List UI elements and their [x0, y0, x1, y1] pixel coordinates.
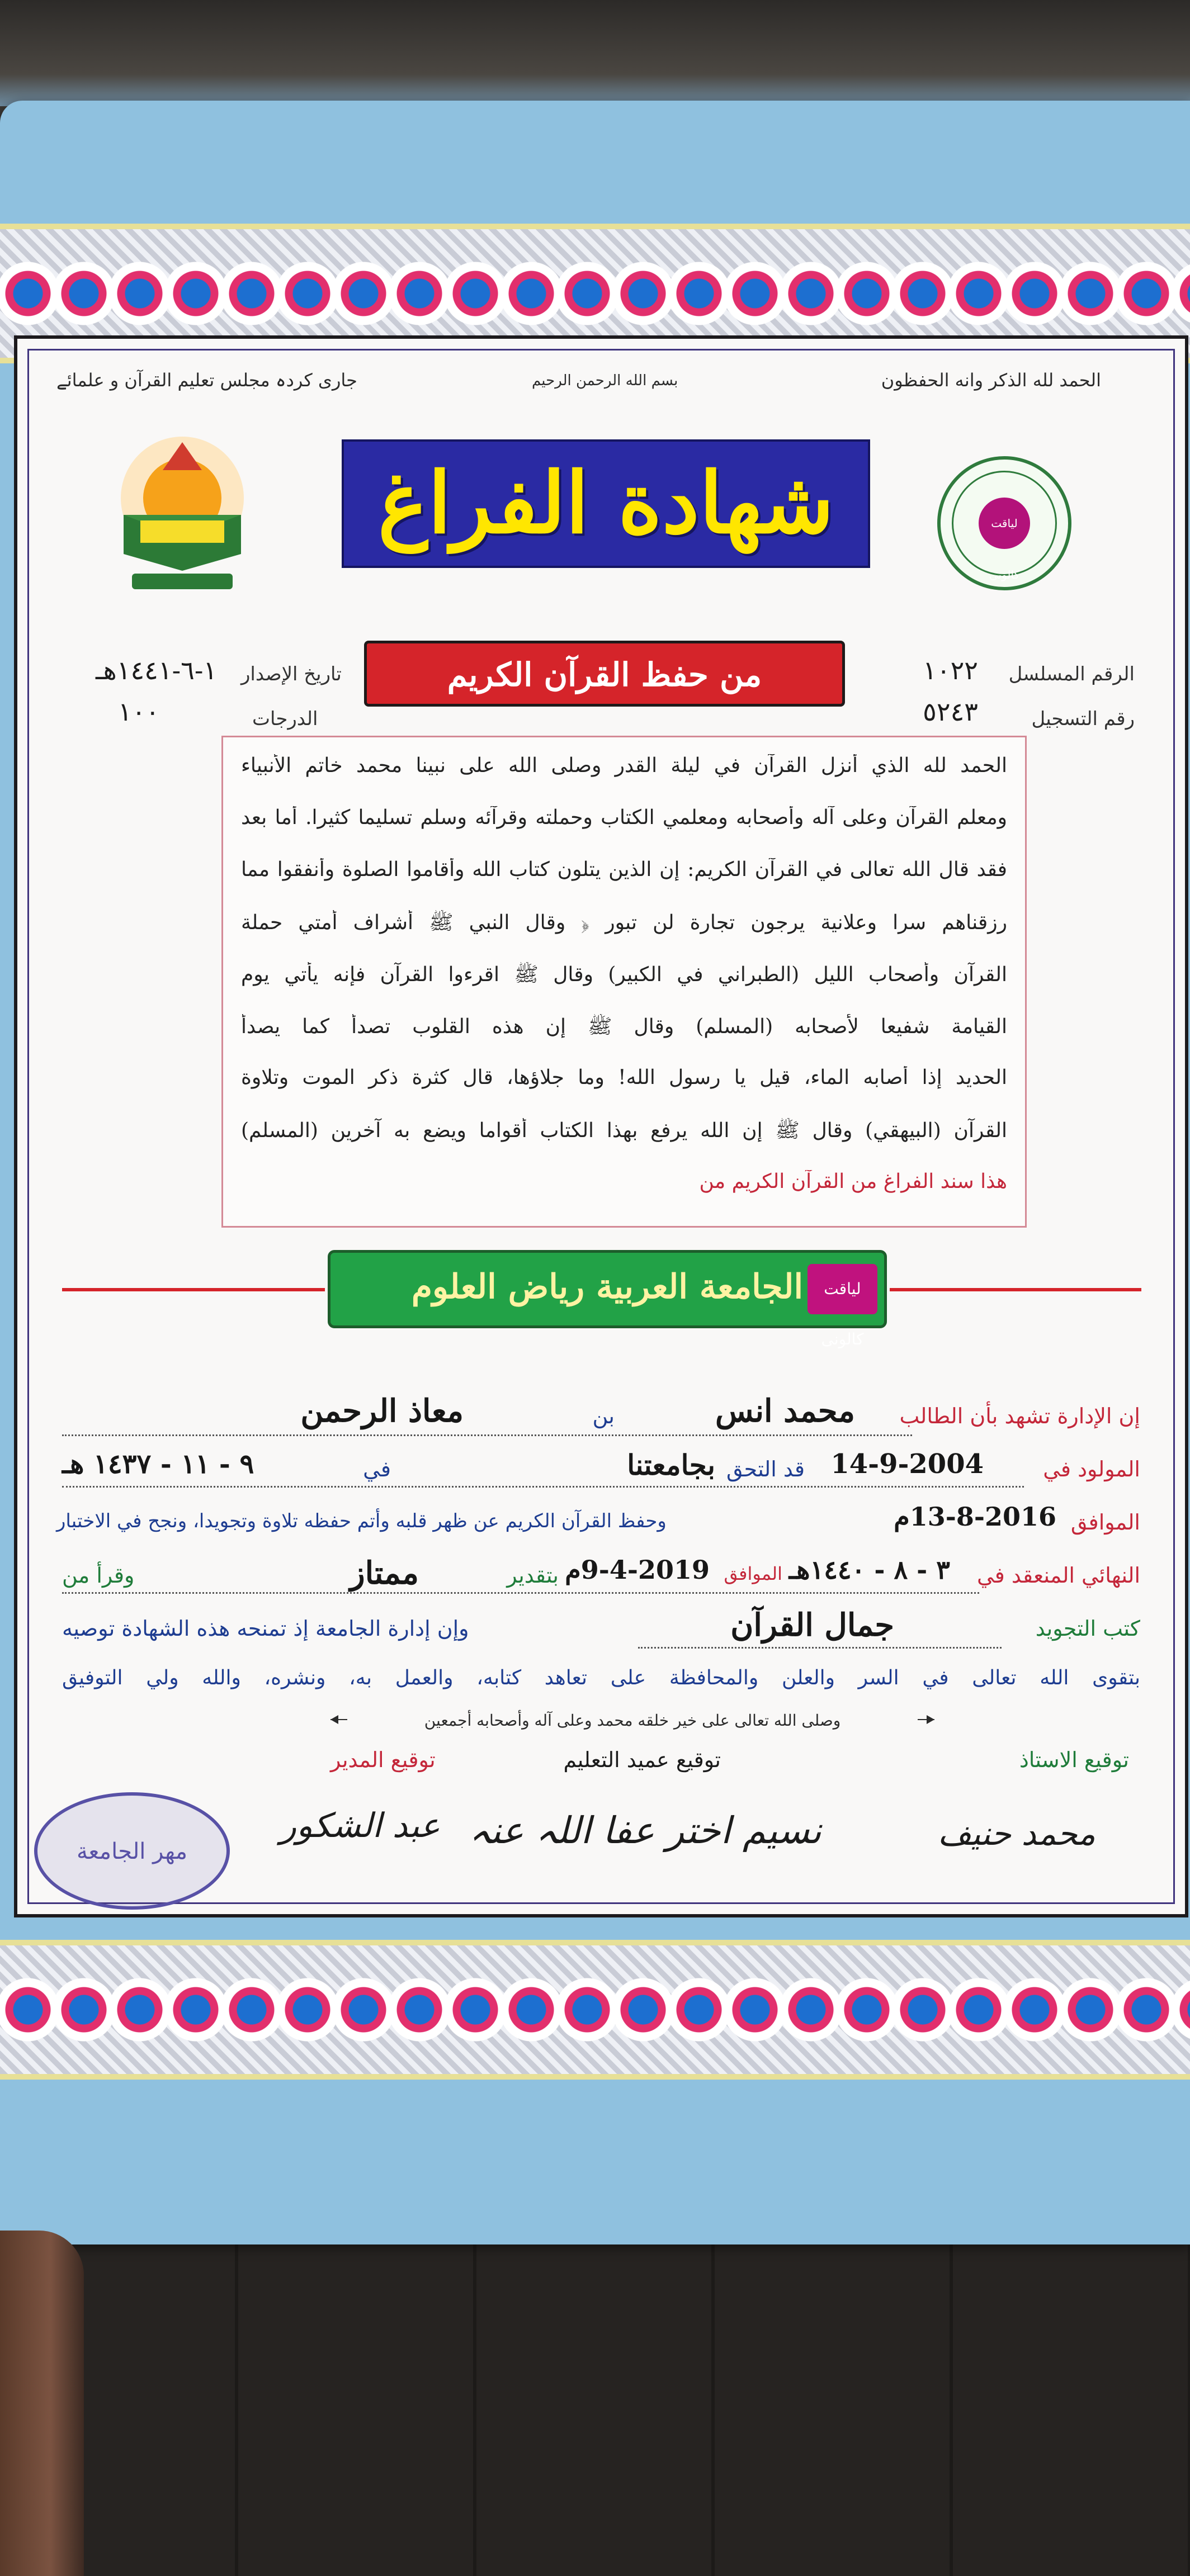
corresponding-label: الموافق [1070, 1510, 1140, 1535]
dotted-line-1 [62, 1434, 912, 1436]
issue-date-label: تاريخ الإصدار [241, 663, 342, 685]
admin-text: وإن إدارة الجامعة إذ تمنحه هذه الشهادة توصيه [62, 1616, 469, 1641]
teacher-signature: محمد حنیف [938, 1815, 1095, 1853]
advice-text: بتقوى الله تعالى في السر والعلن والمحافظة على تعاهد كتابه، والعمل به، ونشره، والله ولي التوفيق [62, 1666, 1140, 1689]
memorization-text: وحفظ القرآن الكريم عن ظهر قلبه وأتم حفظه تلاوة وتجويدا، ونجح في الاختبار [56, 1510, 667, 1532]
banner-rule-left [62, 1288, 325, 1291]
exam-date-hijri: ٣ - ٨ - ١٤٤٠هـ [788, 1555, 950, 1585]
witness-intro: إن الإدارة تشهد بأن الطالب [899, 1404, 1140, 1428]
dotted-line-5 [638, 1647, 1002, 1649]
intro-line-5: القرآن وأصحاب الليل (الطبراني في الكبير) وقال ﷺ اقرءوا القرآن فإنه يأتي يوم [241, 963, 1007, 986]
final-exam-label: النهائي المنعقد في [976, 1563, 1140, 1588]
exam-date-gregorian: 9-4-2019م [565, 1555, 710, 1585]
dean-signature-label: توقيع عميد التعليم [563, 1748, 721, 1772]
director-signature: عبد الشکور [280, 1806, 441, 1845]
certificate-subtitle: من حفظ القرآن الكريم [447, 656, 762, 694]
director-signature-label: توقيع المدير [330, 1748, 436, 1772]
serial-value: ١٠٢٢ [923, 655, 978, 685]
registration-value: ٥٢٤٣ [923, 697, 978, 727]
intro-line-2: ومعلم القرآن وعلى آله وأصحابه ومعلمي الكتاب وحملته وقرآئه وسلم تسليما كثيرا. أما بعد [241, 806, 1007, 829]
closing-blessing: وصلى الله تعالى على خير خلقه محمد وعلى آله وأصحابه أجمعين [347, 1711, 918, 1730]
dotted-line-2 [62, 1486, 1024, 1488]
join-date: ٩ - ١١ - ١٤٣٧ هـ [62, 1448, 254, 1480]
grades-label: الدرجات [252, 708, 318, 730]
memorized-date: 13-8-2016م [894, 1502, 1056, 1532]
institution-stamp: مهر الجامعة [34, 1792, 230, 1910]
seal-core: لياقت كالونی [979, 498, 1030, 549]
grades-value: ١٠٠ [118, 697, 160, 727]
background-floor [0, 2242, 1190, 2576]
registration-label: رقم التسجيل [1031, 708, 1135, 730]
institution-location: لياقت كالونی [808, 1264, 877, 1314]
bottom-decorative-band [0, 1940, 1190, 2080]
teacher-signature-label: توقيع الاستاذ [1019, 1748, 1129, 1772]
birth-date: 14-9-2004 [830, 1448, 984, 1480]
top-left-text: جاری کردہ مجلس تعلیم القرآن و علمائے [56, 370, 357, 391]
certificate-title-box [342, 439, 870, 568]
top-right-text: الحمد لله الذكر وانه الحفظون [881, 370, 1101, 391]
top-center-text: بسم الله الرحمن الرحيم [532, 372, 678, 389]
at-label: بجامعتنا [627, 1448, 715, 1481]
intro-text-box [221, 736, 1027, 1228]
intro-line-1: الحمد لله الذي أنزل القرآن في ليلة القدر وصلى الله على نبينا محمد خاتم الأنبياء [241, 754, 1007, 777]
in-label: في [363, 1457, 391, 1481]
holding-hand [0, 2231, 84, 2576]
certificate-title: شهادة الفراغ [377, 454, 834, 552]
tajweed-book: جمال القرآن [730, 1607, 894, 1644]
intro-line-8: القرآن (البيهقي) وقال ﷺ إن الله يرفع بهذا الكتاب أقواما ويضع به آخرين (المسلم) [241, 1119, 1007, 1142]
banner-rule-right [890, 1288, 1141, 1291]
dean-signature: نسیم اختر عفا اللہ عنہ [469, 1809, 821, 1852]
intro-line-9: هذا سند الفراغ من القرآن الكريم من [699, 1170, 1007, 1193]
issue-date-value: ١-٦-١٤٤١هـ [96, 655, 218, 685]
serial-label: الرقم المسلسل [1008, 663, 1135, 685]
subtitle-box [364, 641, 845, 707]
intro-line-4: رزقناهم سرا وعلانية يرجون تجارة لن تبور ﴿ وقال النبي ﷺ أشراف أمتي حملة [241, 911, 1007, 934]
father-name: معاذ الرحمن [300, 1393, 464, 1429]
intro-line-6: القيامة شفيعا لأصحابه (المسلم) وقال ﷺ إن هذه القلوب تصدأ كما يصدأ [241, 1015, 1007, 1038]
institution-seal [937, 456, 1071, 590]
institution-name: الجامعة العربية رياض العلوم [411, 1267, 804, 1306]
read-label: وقرأ من [62, 1563, 135, 1588]
grade-value: ممتاز [350, 1555, 419, 1592]
intro-line-3: فقد قال الله تعالى في القرآن الكريم: إن الذين يتلون كتاب الله وأقاموا الصلوة وأنفقوا مما [241, 858, 1007, 881]
enrolled-label: قد التحق [726, 1457, 805, 1481]
intro-line-7: الحديد إذا أصابه الماء، قيل يا رسول الله! وما جلاؤها، قال كثرة ذكر الموت وتلاوة [241, 1066, 1007, 1089]
student-name: محمد انس [715, 1393, 855, 1429]
bin-label: بن [592, 1404, 615, 1428]
born-label: المولود في [1043, 1457, 1140, 1481]
institution-banner [328, 1250, 887, 1348]
tajweed-books-label: كتب التجويد [1035, 1616, 1140, 1641]
exam-corresponding-label: الموافق [724, 1563, 782, 1584]
certificate-sheet [14, 335, 1188, 1917]
institution-emblem [101, 431, 263, 599]
grade-label: بتقدير [507, 1563, 559, 1588]
background-top [0, 0, 1190, 106]
dotted-line-4 [62, 1592, 979, 1594]
